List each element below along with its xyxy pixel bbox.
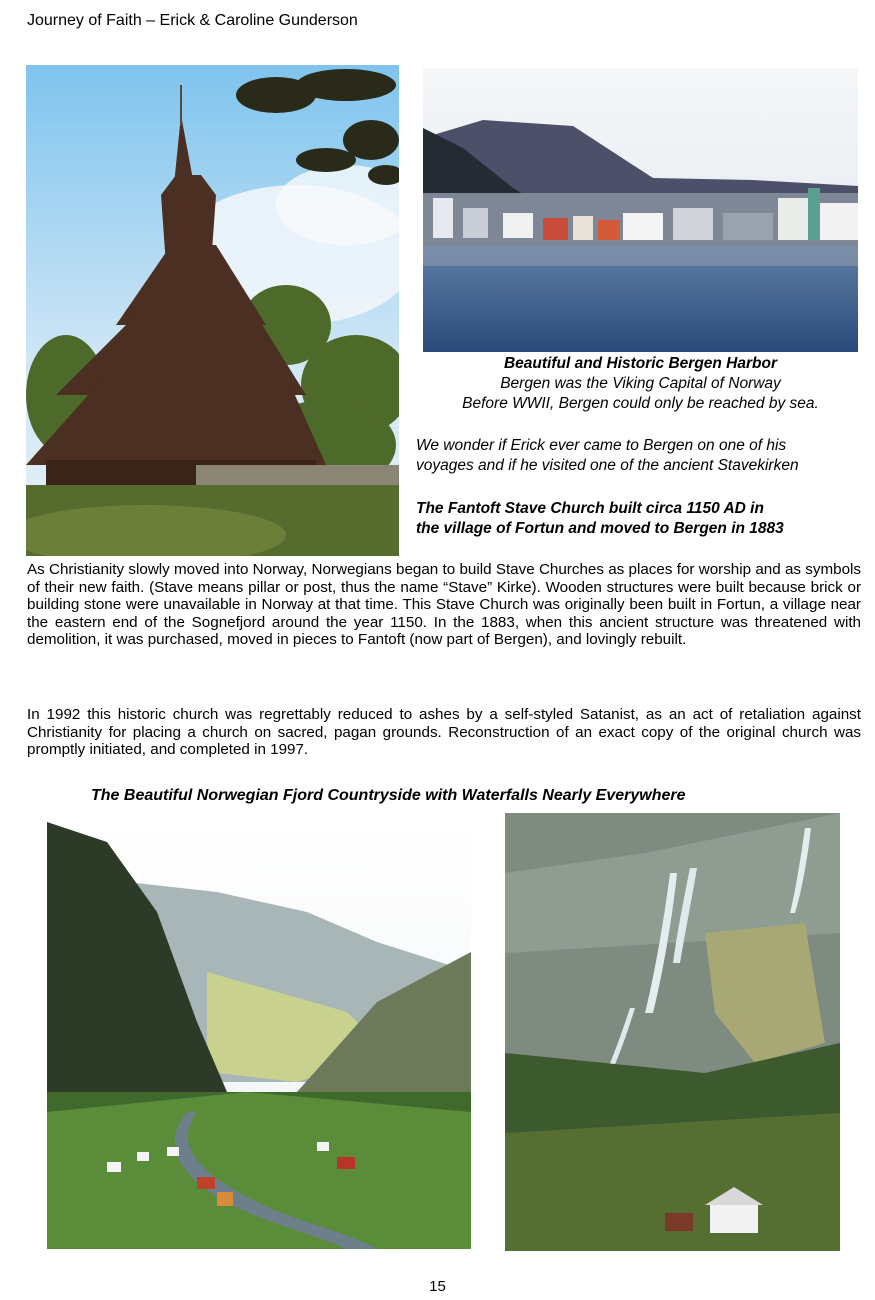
- bergen-caption-title: Beautiful and Historic Bergen Harbor: [503, 355, 777, 372]
- wonder-line1: We wonder if Erick ever came to Bergen on one of his: [416, 437, 787, 454]
- page-header: Journey of Faith – Erick & Caroline Gunderson: [27, 12, 358, 29]
- bergen-caption-line1: Bergen was the Viking Capital of Norway: [500, 375, 781, 392]
- waterfall-cliff-photo: [505, 813, 840, 1251]
- wonder-line2: voyages and if he visited one of the ancient Stavekirken: [416, 457, 799, 474]
- paragraph-church-fire: In 1992 this historic church was regrettably reduced to ashes by a self-styled Satanist, as an act of retaliation against Christianity for placing a church on sacred, pagan grounds. Reconstruction of an exact copy of the original church was promptly initiated, and completed in 1997.: [27, 706, 861, 758]
- page-number: 15: [429, 1278, 446, 1295]
- stave-caption-line1: The Fantoft Stave Church built circa 1150 AD in: [416, 500, 764, 517]
- fjord-valley-photo: [47, 822, 471, 1249]
- bergen-caption-line2: Before WWII, Bergen could only be reached by sea.: [462, 395, 819, 412]
- stave-church-photo: [26, 65, 399, 556]
- paragraph-stave-churches: As Christianity slowly moved into Norway, Norwegians began to build Stave Churches as places for worship and as symbols of their new faith. (Stave means pillar or post, thus the name “Stave” Kirke). Wooden structures were built because brick or building stone were unavailable in Norway at that time. This Stave Church was originally been built in Fortun, a village near the eastern end of the Sognefjord around the year 1150. In the 1883, when this ancient structure was threatened with demolition, it was purchased, moved in pieces to Fantoft (now part of Bergen), and lovingly rebuilt.: [27, 561, 861, 648]
- stave-caption-line2: the village of Fortun and moved to Bergen in 1883: [416, 520, 784, 537]
- bergen-harbor-photo: [423, 68, 858, 352]
- fjord-caption: The Beautiful Norwegian Fjord Countryside with Waterfalls Nearly Everywhere: [91, 787, 686, 804]
